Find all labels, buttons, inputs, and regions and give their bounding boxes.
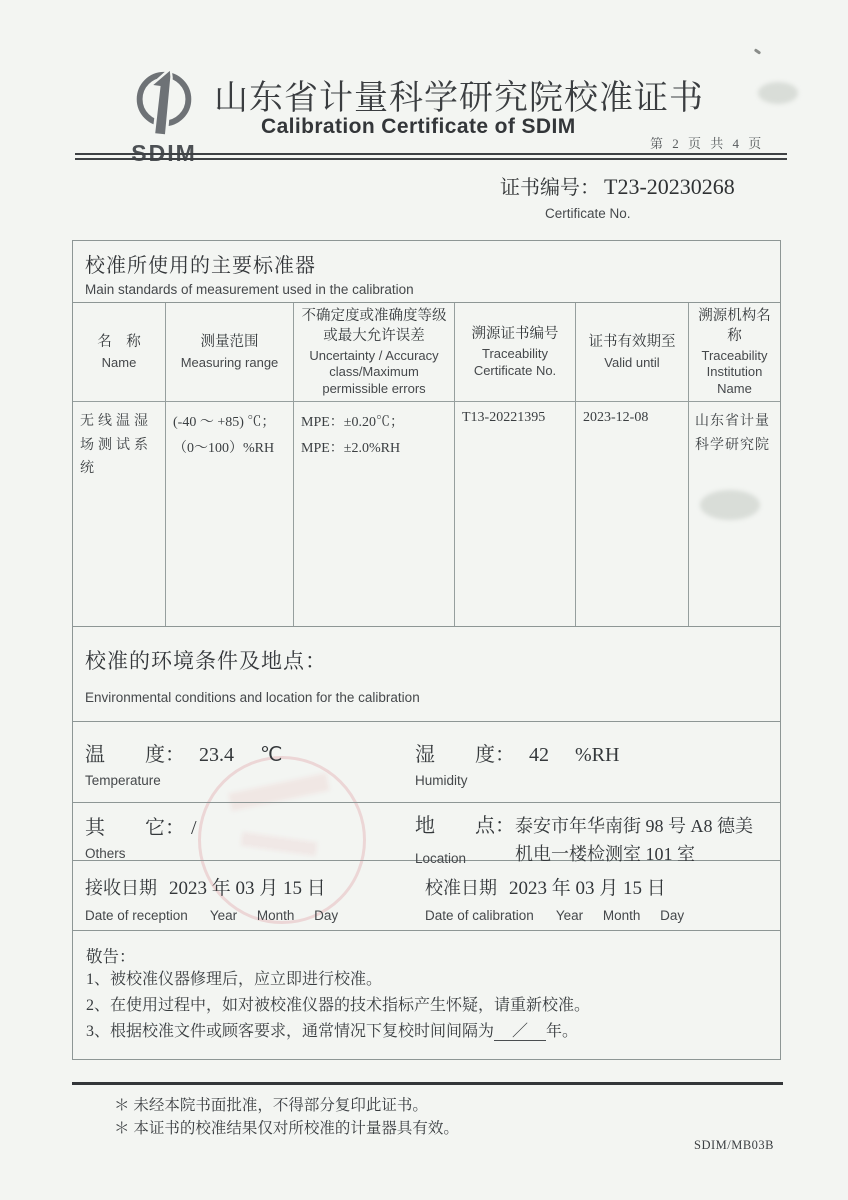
- table-row-mpe: [294, 402, 455, 626]
- col-header-valid-until-en: Valid until: [604, 354, 660, 370]
- footnote-2: ＊ 本证书的校准结果仅对所校准的计量器具有效。: [114, 1120, 459, 1137]
- notice-title: 敬告：: [86, 946, 136, 966]
- temperature-field: [85, 738, 282, 788]
- col-header-valid-until: [576, 303, 689, 402]
- sdim-logo: [104, 66, 224, 167]
- standards-title-zh: 校准所使用的主要标准器: [85, 255, 316, 277]
- others-label-en: Others: [85, 845, 126, 861]
- temperature-label-en: Temperature: [85, 772, 161, 788]
- certificate-title-zh: 山东省计量科学研究院校准证书: [214, 80, 704, 117]
- certificate-number-label: 证书编号：: [500, 177, 600, 199]
- standards-section-header: [73, 241, 780, 303]
- col-header-trace-no: [455, 303, 576, 402]
- table-row-name: 无线温湿场测试系统: [73, 402, 166, 626]
- col-header-range: [166, 303, 294, 402]
- reception-date-field: [85, 873, 338, 925]
- certificate-number-value: T23-20230268: [604, 174, 735, 199]
- temperature-value: 23.4: [199, 743, 234, 766]
- calibration-date-label-zh: 校准日期: [425, 877, 497, 898]
- others-location-row: [73, 803, 780, 866]
- notice-item-1: 1、被校准仪器修理后，应立即进行校准。: [86, 970, 383, 988]
- location-field: [415, 809, 753, 866]
- calibration-ymd-caption: Year Month Day: [555, 907, 685, 923]
- certificate-title-en: Calibration Certificate of SDIM: [261, 115, 576, 138]
- page-number: 第 2 页 共 4 页: [650, 136, 765, 151]
- dates-row: [73, 861, 780, 931]
- humidity-field: [415, 738, 619, 788]
- range-line1: (-40 ～ +85) ℃；: [173, 414, 276, 430]
- standards-title-en: Main standards of measurement used in the calibration: [85, 282, 414, 297]
- reception-date-label-en: Date of reception: [85, 907, 188, 923]
- col-header-institution: [689, 303, 780, 402]
- col-header-uncertainty-zh: 不确定度或准确度等级或最大允许误差: [301, 308, 447, 344]
- certificate-number-caption: Certificate No.: [545, 206, 631, 221]
- col-header-trace-no-en: Traceability Certificate No.: [473, 346, 557, 378]
- col-header-range-en: Measuring range: [180, 354, 279, 370]
- calibration-date-field: [425, 873, 684, 925]
- standards-table-grid: [73, 303, 780, 626]
- temperature-label-zh: 温 度：: [85, 743, 185, 766]
- col-header-uncertainty-en: Uncertainty / Accuracy class/Maximum permissible errors: [309, 348, 439, 396]
- logo-label: SDIM: [131, 140, 197, 166]
- col-header-valid-until-zh: 证书有效期至: [588, 334, 676, 351]
- reception-date-label-zh: 接收日期: [85, 877, 157, 898]
- table-row-valid-until: 2023-12-08: [576, 402, 689, 626]
- notice-item-3-suffix: 年。: [546, 1022, 579, 1040]
- temperature-unit: ℃: [260, 743, 283, 766]
- location-label-en: Location: [415, 850, 467, 866]
- header-divider: [75, 153, 787, 160]
- table-row-trace-no: T13-20221395: [455, 402, 576, 626]
- location-value-line2: 机电一楼检测室 101 室: [515, 843, 695, 864]
- standards-table: [73, 303, 780, 626]
- reception-date-value: 2023 年 03 月 15 日: [169, 877, 326, 899]
- environment-title-en: Environmental conditions and location for the calibration: [85, 689, 420, 705]
- footer-divider: [72, 1082, 783, 1085]
- mpe-line1: MPE：±0.20℃；: [301, 414, 404, 430]
- humidity-value: 42: [529, 743, 549, 766]
- scan-speck: [754, 48, 761, 54]
- notice-item-3-blank: ／: [494, 1023, 546, 1042]
- calibration-date-value: 2023 年 03 月 15 日: [509, 877, 666, 899]
- col-header-name-en: Name: [101, 354, 137, 370]
- scan-smudge: [758, 82, 798, 104]
- range-line2: （0～100）%RH: [173, 441, 275, 457]
- location-value-line1: 泰安市年华南街 98 号 A8 德美: [515, 815, 753, 836]
- temperature-humidity-row: [73, 722, 780, 803]
- location-label-zh: 地 点：: [415, 814, 515, 837]
- others-field: [85, 811, 197, 861]
- humidity-label-zh: 湿 度：: [415, 743, 515, 766]
- notice-section: [73, 931, 780, 1060]
- others-value: /: [191, 816, 197, 839]
- notice-item-2: 2、在使用过程中，如对被校准仪器的技术指标产生怀疑，请重新校准。: [86, 996, 591, 1014]
- others-label-zh: 其 它：: [85, 816, 185, 839]
- footnote-1: ＊ 未经本院书面批准，不得部分复印此证书。: [114, 1097, 428, 1114]
- col-header-trace-no-zh: 溯源证书编号: [471, 325, 559, 342]
- environment-section-header: [73, 626, 780, 722]
- col-header-institution-en: Traceability Institution Name: [701, 348, 768, 396]
- certificate-body: [72, 240, 781, 1060]
- sdim-logo-icon: [125, 66, 203, 142]
- certificate-number: [500, 171, 735, 200]
- notice-item-3: [86, 1019, 780, 1045]
- humidity-label-en: Humidity: [415, 772, 468, 788]
- environment-title-zh: 校准的环境条件及地点：: [85, 649, 327, 673]
- col-header-uncertainty: [294, 303, 455, 402]
- col-header-institution-zh: 溯源机构名称: [698, 308, 771, 344]
- calibration-date-label-en: Date of calibration: [425, 907, 534, 923]
- table-row-institution: 山东省计量科学研究院: [695, 413, 770, 453]
- table-row-range: [166, 402, 294, 626]
- form-number: SDIM/MB03B: [694, 1138, 775, 1152]
- col-header-name: [73, 303, 166, 402]
- reception-ymd-caption: Year Month Day: [209, 907, 339, 923]
- humidity-unit: %RH: [575, 743, 620, 766]
- notice-item-3-prefix: 3、根据校准文件或顾客要求，通常情况下复校时间间隔为: [86, 1022, 495, 1040]
- col-header-name-zh: 名 称: [97, 334, 141, 351]
- mpe-line2: MPE：±2.0%RH: [301, 441, 401, 457]
- col-header-range-zh: 测量范围: [200, 334, 259, 351]
